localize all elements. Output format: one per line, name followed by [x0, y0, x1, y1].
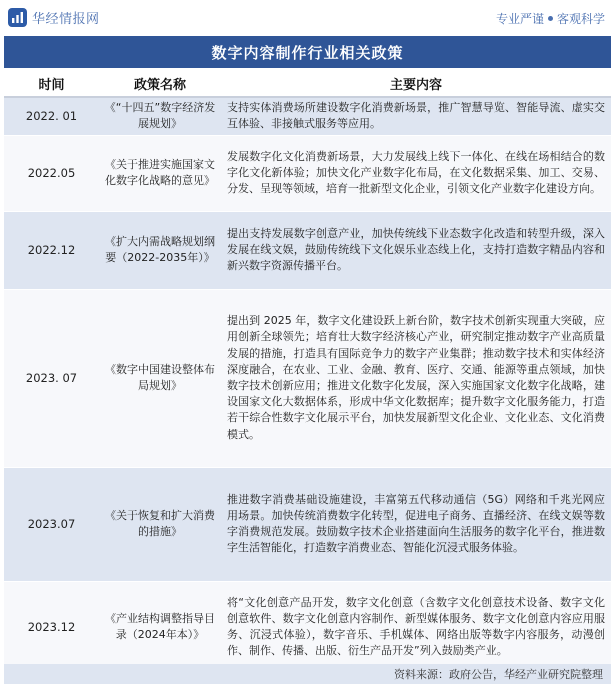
policy-content: 发展数字化文化消费新场景，大力发展线上线下一体化、在线在场相结合的数字化文化新体验；加快文化产业数字化布局，在文化数据采集、加工、交易、分发、呈现等领域，培育一批新型文化企业，引领文化产业数字化建设方向。 — [221, 135, 611, 211]
policy-content: 提出到 2025 年，数字文化建设跃上新台阶，数字技术创新实现重大突破，应用创新全球领先；培育壮大数字经济核心产业，研究制定推动数字产业高质量发展的措施，打造具有国际竞争力的数字产业集群；推动数字技术和实体经济深度融合，在农业、工业、金融、教育、医疗、交通、能源等重点领域，加快数字技术创新应用；推进文化数字化发展，深入实施国家文化数字化战略，建设国家文化大数据体系，形成中华文化数据库；提升数字文化服务能力，打造若干综合性数字文化展示平台，加快发展新型文化企业、文化业态、文化消费模式。 — [221, 289, 611, 467]
policy-name: 《关于恢复和扩大消费的措施》 — [99, 467, 221, 581]
policy-name: 《数字中国建设整体布局规划》 — [99, 289, 221, 467]
top-bar — [0, 0, 615, 36]
policy-content: 推进数字消费基础设施建设，丰富第五代移动通信（5G）网络和千兆光网应用场景。加快传统消费数字化转型，促进电子商务、直播经济、在线文娱等数字消费规范发展。鼓励数字技术企业搭建面向生活服务的数字化平台，推进数字生活智能化，打造数字消费业态、智能化沉浸式服务体验。 — [221, 467, 611, 581]
policy-table — [4, 71, 611, 674]
policy-time: 2023.07 — [4, 467, 99, 581]
page-title: 数字内容制作行业相关政策 — [211, 43, 404, 62]
policy-time: 2023.12 — [4, 581, 99, 673]
table-row — [4, 135, 611, 211]
title-bar — [4, 36, 611, 68]
policy-name: 《“十四五”数字经济发展规划》 — [99, 97, 221, 135]
column-header-time: 时间 — [4, 71, 99, 97]
brand[interactable] — [8, 8, 100, 27]
logo-icon — [8, 8, 27, 27]
policy-time: 2022. 01 — [4, 97, 99, 135]
table-row — [4, 467, 611, 581]
column-header-name: 政策名称 — [99, 71, 221, 97]
policy-name: 《扩大内需战略规划纲要（2022-2035年）》 — [99, 211, 221, 289]
table-row — [4, 97, 611, 135]
brand-name: 华经情报网 — [32, 12, 100, 27]
slogan-left: 专业严谨 — [495, 12, 544, 26]
policy-time: 2022.12 — [4, 211, 99, 289]
table-row — [4, 211, 611, 289]
table-header-row — [4, 71, 611, 97]
slogan-right: 客观科学 — [556, 12, 605, 26]
policy-content: 支持实体消费场所建设数字化消费新场景，推广智慧导览、智能导流、虚实交互体验、非接触式服务等应用。 — [221, 97, 611, 135]
table-row — [4, 581, 611, 673]
policy-content: 将“文化创意产品开发，数字文化创意（含数字文化创意技术设备、数字文化创意软件、数字文化创意内容制作、新型媒体服务、数字文化创意内容应用服务、沉浸式体验），数字音乐、手机媒体、网络出版等数字内容服务，动漫创作、制作、传播、出版、衍生产品开发”列入鼓励类产业。 — [221, 581, 611, 673]
policy-content: 提出支持发展数字创意产业，加快传统线下业态数字化改造和转型升级，深入发展在线文娱，鼓励传统线下文化娱乐业态线上化，支持打造数字精品内容和新兴数字资源传播平台。 — [221, 211, 611, 289]
source-note: 资料来源：政府公告，华经产业研究院整理 — [394, 668, 603, 681]
table-row — [4, 289, 611, 467]
policy-name: 《关于推进实施国家文化数字化战略的意见》 — [99, 135, 221, 211]
source-footer — [4, 664, 611, 684]
policy-time: 2022.05 — [4, 135, 99, 211]
policy-time: 2023. 07 — [4, 289, 99, 467]
separator-dot-icon — [548, 16, 553, 21]
policy-name: 《产业结构调整指导目录（2024年本）》 — [99, 581, 221, 673]
column-header-content: 主要内容 — [221, 71, 611, 97]
slogan — [496, 10, 605, 27]
